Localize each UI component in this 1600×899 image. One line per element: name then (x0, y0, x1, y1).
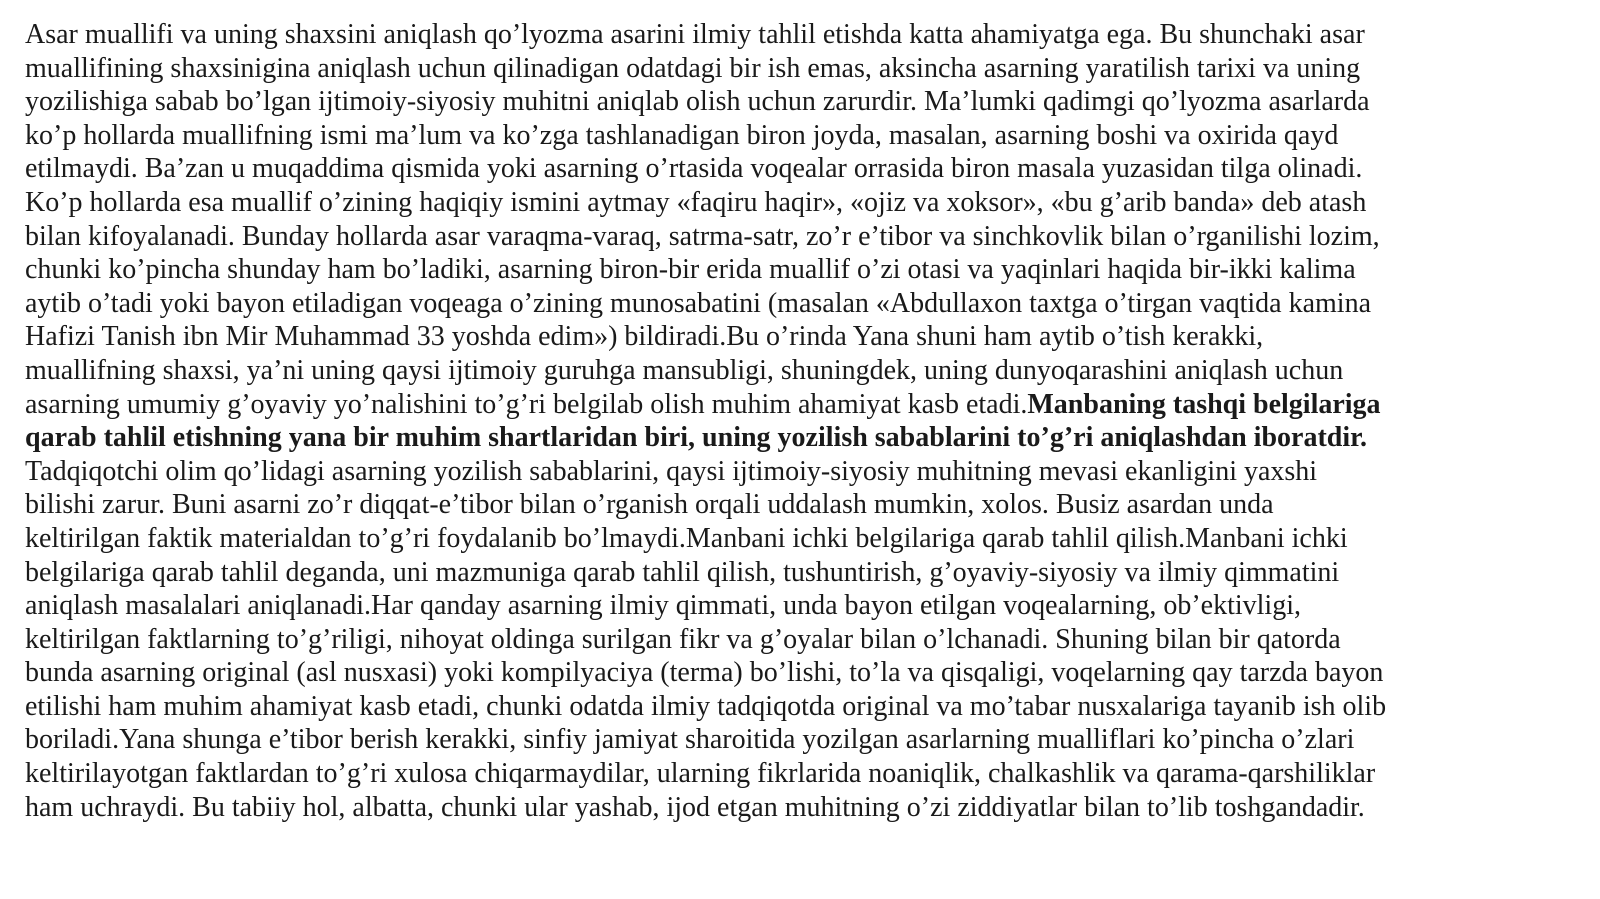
text-line: ko’p hollarda muallifning ismi ma’lum va ko’zga tashlanadigan biron joyda, masalan, asarning boshi va oxirida qayd (25, 119, 1339, 151)
body-text (25, 18, 1545, 824)
text-line: muallifining shaxsinigina aniqlash uchun qilinadigan odatdagi bir ish emas, aksincha asarning yaratilish tarixi va uning (25, 52, 1361, 84)
text-line: yozilishiga sabab bo’lgan ijtimoiy-siyosiy muhitni aniqlab olish uchun zarurdir. Ma’lumki qadimgi qo’lyozma asarlarda (25, 86, 1370, 118)
text-line: Tadqiqotchi olim qo’lidagi asarning yozilish sabablarini, qaysi ijtimoiy-siyosiy muhitning mevasi ekanligini yaxshi (25, 455, 1318, 487)
text-line: Ko’p hollarda esa muallif o’zining haqiqiy ismini aytmay «faqiru haqir», «ojiz va xoksor», «bu g’arib banda» deb atash (25, 186, 1367, 218)
text-line: bilan kifoyalanadi. Bunday hollarda asar varaqma-varaq, satrma-satr, zo’r e’tibor va sinchkovlik bilan o’rganilishi lozim, (25, 220, 1380, 252)
text-line-mixed (25, 388, 1545, 422)
text-line: muallifning shaxsi, ya’ni uning qaysi ijtimoiy guruhga mansubligi, shuningdek, uning dunyoqarashini aniqlash uchun (25, 354, 1344, 386)
text-line: aytib o’tadi yoki bayon etiladigan voqeaga o’zining munosabatini (masalan «Abdullaxon taxtga o’tirgan vaqtida kamina (25, 287, 1371, 319)
bold-heading-start: Manbaning tashqi belgilariga (1027, 388, 1381, 420)
regular-segment: asarning umumiy g’oyaviy yo’nalishini to’g’ri belgilab olish muhim ahamiyat kasb etadi. (25, 388, 1028, 420)
text-line: keltirilayotgan faktlardan to’g’ri xulosa chiqarmaydilar, ularning fikrlarida noaniqlik, chalkashlik va qarama-qarshiliklar (25, 758, 1376, 790)
text-line: Hafizi Tanish ibn Mir Muhammad 33 yoshda edim») bildiradi.Bu o’rinda Yana shuni ham aytib o’tish kerakki, (25, 321, 1264, 353)
bold-heading-end: qarab tahlil etishning yana bir muhim shartlaridan biri, uning yozilish sabablarini to’g’ri aniqlashdan iboratdir. (25, 422, 1367, 454)
text-line: keltirilgan faktlarning to’g’riligi, nihoyat oldinga surilgan fikr va g’oyalar bilan o’lchanadi. Shuning bilan bir qatorda (25, 623, 1341, 655)
text-line: Asar muallifi va uning shaxsini aniqlash qo’lyozma asarini ilmiy tahlil etishda katta ahamiyatga ega. Bu shunchaki asar (25, 19, 1365, 50)
text-line: keltirilgan faktik materialdan to’g’ri foydalanib bo’lmaydi.Manbani ichki belgilariga qarab tahlil qilish.Manbani ichki (25, 522, 1348, 554)
text-line: bilishi zarur. Buni asarni zo’r diqqat-e’tibor bilan o’rganish orqali uddalash mumkin, xolos. Busiz asardan unda (25, 489, 1274, 521)
text-line: etilishi ham muhim ahamiyat kasb etadi, chunki odatda ilmiy tadqiqotda original va mo’tabar nusxalariga tayanib ish olib (25, 690, 1387, 722)
text-line: chunki ko’pincha shunday ham bo’ladiki, asarning biron-bir erida muallif o’zi otasi va yaqinlari haqida bir-ikki kalima (25, 254, 1356, 286)
text-line: boriladi.Yana shunga e’tibor berish kerakki, sinfiy jamiyat sharoitida yozilgan asarlarning mualliflari ko’pincha o’zlari (25, 724, 1355, 756)
text-line: belgilariga qarab tahlil deganda, uni mazmuniga qarab tahlil qilish, tushuntirish, g’oyaviy-siyosiy va ilmiy qimmatini (25, 556, 1340, 588)
text-line: etilmaydi. Ba’zan u muqaddima qismida yoki asarning o’rtasida voqealar orrasida biron masala yuzasidan tilga olinadi. (25, 153, 1363, 185)
text-line: ham uchraydi. Bu tabiiy hol, albatta, chunki ular yashab, ijod etgan muhitning o’zi ziddiyatlar bilan to’lib toshgandadir. (25, 791, 1365, 823)
text-line: aniqlash masalalari aniqlanadi.Har qanday asarning ilmiy qimmati, unda bayon etilgan voqealarning, ob’ektivligi, (25, 590, 1301, 622)
text-line: bunda asarning original (asl nusxasi) yoki kompilyaciya (terma) bo’lishi, to’la va qisqaligi, voqelarning qay tarzda bayon (25, 657, 1384, 689)
